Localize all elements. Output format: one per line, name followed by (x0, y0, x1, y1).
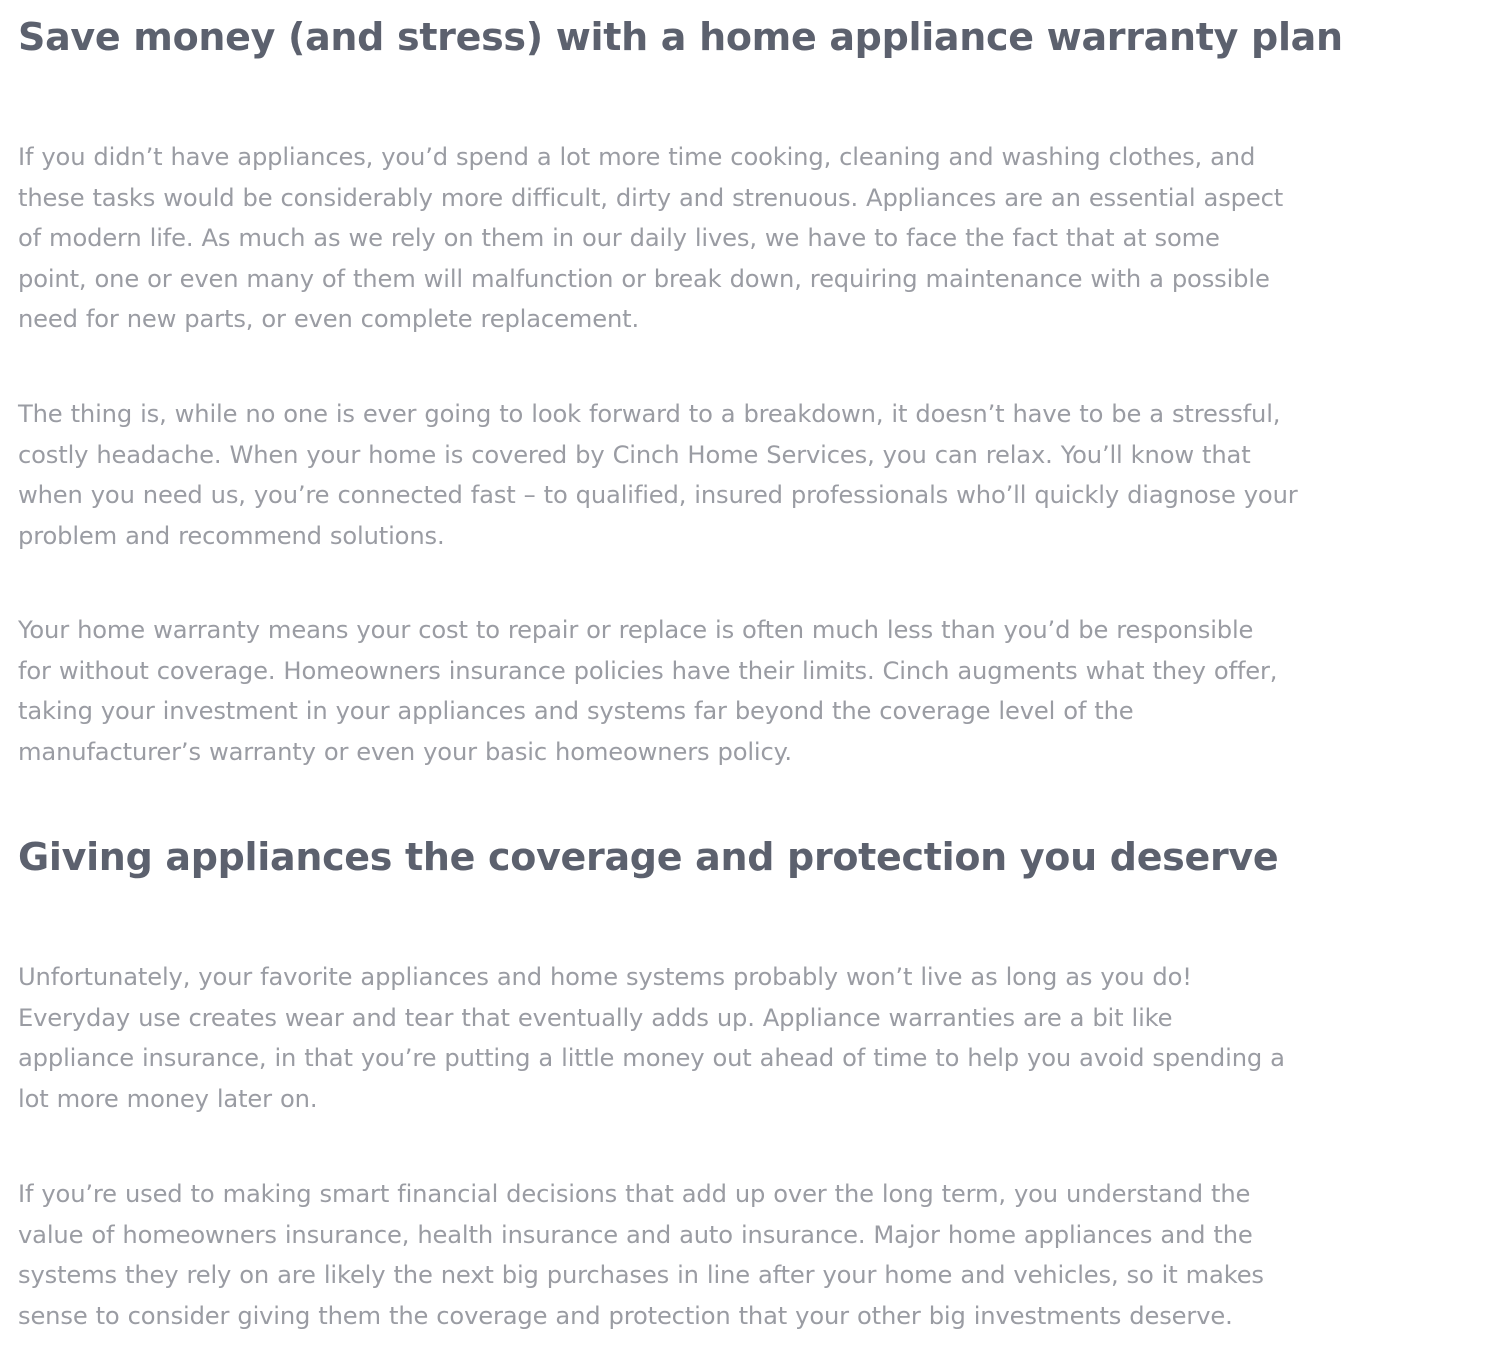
paragraph-line: Your home warranty means your cost to repair or replace is often much less than you’d be responsible (18, 616, 1254, 644)
paragraph-line: Unfortunately, your favorite appliances and home systems probably won’t live as long as you do! (18, 963, 1192, 991)
paragraph-line: when you need us, you’re connected fast – to qualified, insured professionals who’ll quickly diagnose your (18, 481, 1298, 509)
paragraph-line: value of homeowners insurance, health insurance and auto insurance. Major home appliances and the (18, 1220, 1253, 1249)
section-heading-coverage-protection: Giving appliances the coverage and protection you deserve (18, 835, 1279, 879)
section-heading-save-money: Save money (and stress) with a home appliance warranty plan (18, 15, 1343, 59)
paragraph-appliances-essential (18, 137, 1283, 340)
paragraph-line: appliance insurance, in that you’re putting a little money out ahead of time to help you avoid spending a (18, 1044, 1285, 1072)
paragraph-line: If you didn’t have appliances, you’d spend a lot more time cooking, cleaning and washing clothes, and (18, 143, 1256, 171)
paragraph-line: costly headache. When your home is covered by Cinch Home Services, you can relax. You’ll know that (18, 440, 1251, 469)
paragraph-warranty-cost (18, 610, 1277, 772)
paragraph-line: If you’re used to making smart financial decisions that add up over the long term, you understand the (18, 1180, 1251, 1208)
paragraph-line: of modern life. As much as we rely on them in our daily lives, we have to face the fact that at some (18, 224, 1220, 252)
paragraph-line: point, one or even many of them will malfunction or break down, requiring maintenance with a possible (18, 264, 1270, 293)
paragraph-wear-and-tear (18, 957, 1285, 1119)
paragraph-line: need for new parts, or even complete replacement. (18, 305, 639, 333)
paragraph-line: problem and recommend solutions. (18, 521, 445, 550)
paragraph-line: sense to consider giving them the coverage and protection that your other big investments deserve. (18, 1301, 1233, 1330)
paragraph-line: The thing is, while no one is ever going to look forward to a breakdown, it doesn’t have to be a stressful, (18, 400, 1281, 428)
paragraph-cinch-relax (18, 394, 1298, 556)
paragraph-line: Everyday use creates wear and tear that eventually adds up. Appliance warranties are a bit like (18, 1003, 1173, 1032)
paragraph-smart-decisions (18, 1174, 1264, 1336)
paragraph-line: systems they rely on are likely the next big purchases in line after your home and vehicles, so it makes (18, 1261, 1264, 1289)
paragraph-line: lot more money later on. (18, 1084, 318, 1113)
paragraph-line: taking your investment in your appliances and systems far beyond the coverage level of the (18, 697, 1134, 725)
paragraph-line: for without coverage. Homeowners insurance policies have their limits. Cinch augments what they offer, (18, 656, 1278, 685)
paragraph-line: these tasks would be considerably more difficult, dirty and strenuous. Appliances are an essential aspect (18, 183, 1284, 212)
paragraph-line: manufacturer’s warranty or even your basic homeowners policy. (18, 737, 792, 766)
